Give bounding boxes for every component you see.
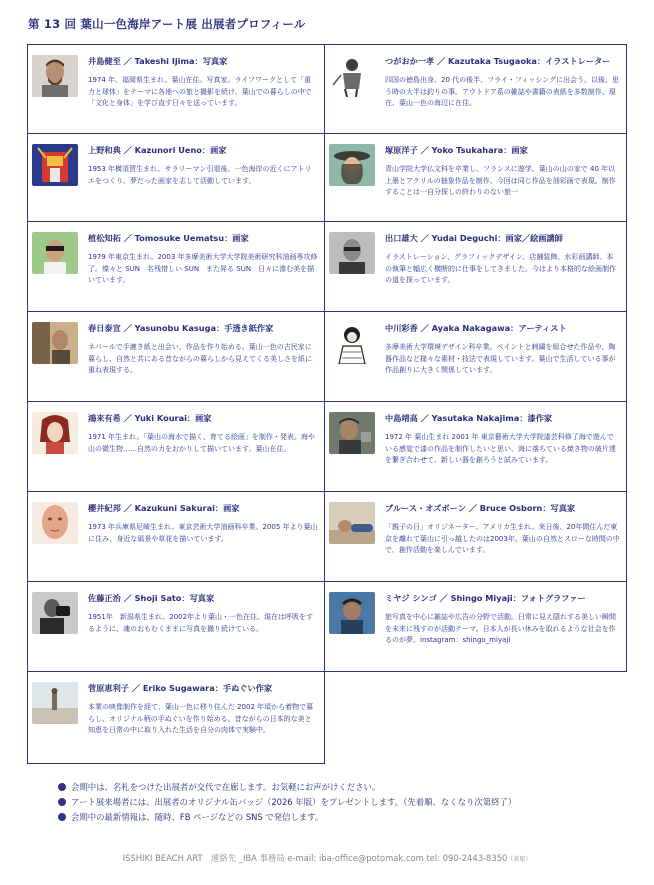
artist-bio: イラストレーション、グラフィックデザイン、店舗装飾、水彩画講師、本の執筆と幅広く横断的に仕事をしてきました。今はより本格的な絵画制作の道を探っています。 <box>385 253 616 285</box>
artist-card <box>27 582 325 672</box>
page-title: 第 13 回 葉山一色海岸アート展 出展者プロフィール <box>28 17 306 31</box>
artist-card <box>27 44 325 134</box>
artist-bio: 本業の映像制作を経て、葉山一色に移り住んだ 2002 年頃から着物で暮らし、オリジナル柄の手ぬぐいを作り始める。昔ながらの日本的な美と知恵を日常の中に取り入れた生活を自分の肉体で実験中。 <box>88 703 314 735</box>
bullet-icon <box>58 798 66 806</box>
artist-photo-icon <box>32 144 78 186</box>
artist-photo-icon <box>329 55 375 97</box>
artist-card <box>27 222 325 312</box>
artist-bio: 「親子の日」オリジネーター。アメリカ生まれ。来日後、20年間住んだ東京を離れて葉山に引っ越したのは2003年。葉山の自然とスローな時間の中で、創作活動を楽しんでいます。 <box>385 523 620 555</box>
artist-photo-icon <box>32 322 78 364</box>
artist-name: 鴻来有希 ／ Yuki Kourai：画家 <box>88 413 212 423</box>
artist-name: ミヤジ シンゴ ／ Shingo Miyaji：フォトグラファー <box>385 593 586 603</box>
artist-name: 井島健至 ／ Takeshi Ijima：写真家 <box>88 56 228 66</box>
artist-name: 佐藤正治 ／ Shoji Sato：写真家 <box>88 593 215 603</box>
artist-name: 上野和典 ／ Kazunori Ueno：画家 <box>88 145 227 155</box>
artist-photo-icon <box>329 502 375 544</box>
artist-name: つがおか一孝 ／ Kazutaka Tsugaoka：イラストレーター <box>385 56 611 66</box>
artist-photo-icon <box>32 412 78 454</box>
artist-bio: 1979 年東京生まれ。2003 年多摩美術大学大学院美術研究科油画専攻修了。燦々と SUN 名残惜しい SUN また昇る SUN 日々に滲む美を描いています。 <box>88 253 318 285</box>
artist-card <box>325 402 627 492</box>
note-text: 会期中は、名札をつけた出展者が交代で在廊します。お気軽にお声がけください。 <box>71 782 381 792</box>
artist-grid <box>27 44 627 764</box>
artist-name: ブルース・オズボーン ／ Bruce Osborn：写真家 <box>385 503 576 513</box>
artist-bio: 1951年 新潟県生まれ。2002年より葉山・一色在住。現在は呼吸をするように、魂のおもむくままに写真を撮り続けている。 <box>88 613 314 633</box>
footer-contact: ISSHIKI BEACH ART 連絡先 _IBA 事務局 e-mail: iba-office@potomak.com tel: 090-2443-8350 <box>122 853 508 863</box>
artist-name: 出口雄大 ／ Yudai Deguchi：画家／絵画講師 <box>385 233 563 243</box>
artist-card <box>27 312 325 402</box>
note-text: 会期中の最新情報は、随時、FB ページなどの SNS で発信します。 <box>71 812 324 822</box>
artist-photo-icon <box>32 682 78 724</box>
artist-card <box>27 134 325 222</box>
artist-card <box>325 492 627 582</box>
bullet-icon <box>58 783 66 791</box>
artist-photo-icon <box>329 592 375 634</box>
artist-name: 菅原恵利子 ／ Eriko Sugawara：手ぬぐい作家 <box>88 683 273 693</box>
artist-card <box>325 312 627 402</box>
artist-bio: ネパールで手漉き紙と出会い、作品を作り始める。葉山一色の古民家に暮らし、自然と共にある昔ながらの暮らしから見えてくる美しさを紙に重ね表現する。 <box>88 343 312 375</box>
artist-photo-icon <box>32 592 78 634</box>
artist-name: 塚原洋子 ／ Yoko Tsukahara：画家 <box>385 145 528 155</box>
artist-name: 櫻井紀邦 ／ Kazukuni Sakurai：画家 <box>88 503 240 513</box>
artist-photo-icon <box>329 144 375 186</box>
artist-bio: 1974 年、福岡県生まれ。葉山在住。写真家。ライフワークとして「重力と球体」をテーマに各地への旅と撮影を続け、葉山での暮らしの中で「文化と身体」を学び直す日々を送っています。 <box>88 76 312 108</box>
artist-photo-icon <box>32 55 78 97</box>
artist-card <box>325 44 627 134</box>
note-item <box>58 780 618 795</box>
notes-list <box>58 780 618 825</box>
artist-bio: 1953 年横須賀生まれ。サラリーマン引退後、一色海岸の近くにアトリエをつくり、夢だった画家を志して活動しています。 <box>88 165 312 185</box>
artist-bio: 多摩美術大学環境デザイン科卒業。ペイントと刺繍を組合せた作品や、陶器作品など様々な素材・技法で表現しています。葉山で生活している事が作品創りに大きく関係しています。 <box>385 343 616 375</box>
artist-bio: 旅写真を中心に雑誌や広告の分野で活動。日常に見え隠れする美しい瞬間を未来に残すのが活動テーマ。日本人が長い休みを取れるような社会を作るのが夢。instagram：shingo_miyaji <box>385 613 616 645</box>
artist-card <box>27 492 325 582</box>
artist-card <box>325 582 627 672</box>
artist-bio: 1971 年生まれ。「葉山の海水で描く、育てる絵画」を制作・発表。海や山の微生物……自然の力をおかりして描いています。葉山在住。 <box>88 433 315 453</box>
artist-name: 春日泰宣 ／ Yasunobu Kasuga：手透き紙作家 <box>88 323 274 333</box>
artist-name: 中川彩香 ／ Ayaka Nakagawa：アーティスト <box>385 323 567 333</box>
bullet-icon <box>58 813 66 821</box>
artist-card <box>27 672 325 764</box>
artist-name: 中島靖高 ／ Yasutaka Nakajima：漆作家 <box>385 413 553 423</box>
artist-photo-icon <box>32 232 78 274</box>
note-item <box>58 810 618 825</box>
artist-bio: 四国の徳島出身。20 代の後半、フライ・フィッシングに出会う。以後、思う時の大半は釣りの事。アウトドア系の雑誌や書籍の表紙を多数制作。現在、葉山一色の海辺に在住。 <box>385 76 620 108</box>
artist-bio: 1972 年 葉山生まれ 2001 年 東京藝術大学大学院漆芸科修了海で遊んでいる感覚で漆の作品を制作したいと思い、海に落ちている焼き物の破片達を繋ぎ合わせて、新しい器を創ろうと試みています。 <box>385 433 616 465</box>
note-text: アート展来場者には、出展者のオリジナル缶バッジ（2026 年版）をプレゼントします。（先着順、なくなり次第終了） <box>71 797 517 807</box>
artist-bio: 青山学院大学仏文科を卒業し、フランスに遊学。葉山の山の家で 40 年以上墨とアクリルの抽象作品を制作、今回は同じ作品を油彩画で表現。制作することは一自分探しの終わりのない旅一 <box>385 165 616 197</box>
note-item <box>58 795 618 810</box>
artist-card <box>27 402 325 492</box>
artist-photo-icon <box>329 412 375 454</box>
artist-card <box>325 222 627 312</box>
artist-photo-icon <box>329 232 375 274</box>
artist-name: 植松知拓 ／ Tomosuke Uematsu：画家 <box>88 233 249 243</box>
footer-suffix: （菅原） <box>507 856 532 863</box>
artist-card <box>325 134 627 222</box>
artist-photo-icon <box>32 502 78 544</box>
artist-bio: 1973 年兵庫県尼崎生まれ。東京芸術大学油画科卒業。2005 年より葉山に住み、身近な風景や草花を描いています。 <box>88 523 318 543</box>
footer <box>0 852 654 864</box>
artist-photo-icon <box>329 322 375 364</box>
